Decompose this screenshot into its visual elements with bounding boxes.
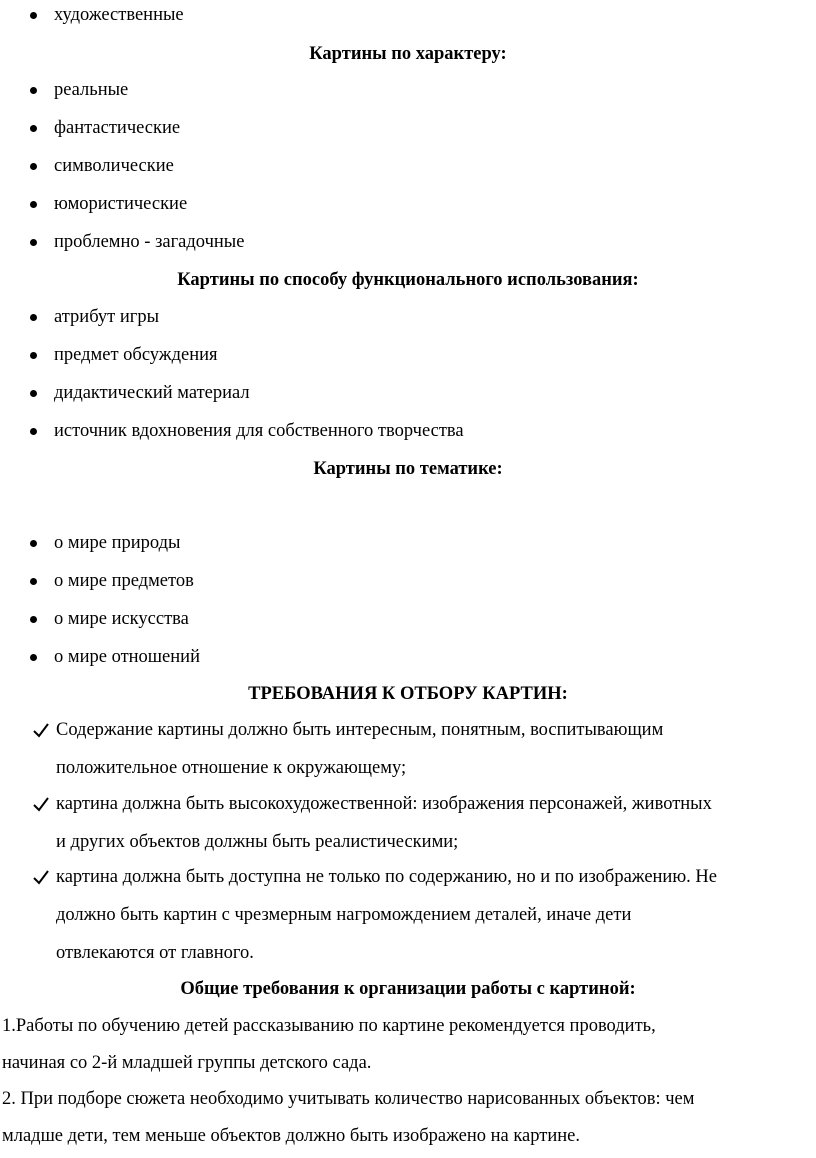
requirement-line: отвлекаются от главного. <box>56 943 254 963</box>
bullet-icon <box>30 616 37 623</box>
bullet-icon <box>30 239 37 246</box>
list-item-text: о мире искусства <box>54 609 189 629</box>
requirement-line: и других объектов должны быть реалистическими; <box>56 832 459 852</box>
requirement-line: Содержание картины должно быть интересным, понятным, воспитывающим <box>56 720 664 740</box>
bullet-icon <box>30 540 37 547</box>
bullet-icon <box>30 654 37 661</box>
list-item-text: о мире природы <box>54 533 181 553</box>
bullet-icon <box>30 390 37 397</box>
paragraph-line: 1.Работы по обучению детей рассказыванию по картине рекомендуется проводить, <box>2 1016 656 1036</box>
bullet-icon <box>30 314 37 321</box>
bullet-icon <box>30 578 37 585</box>
list-item-text: атрибут игры <box>54 307 160 327</box>
bullet-icon <box>30 352 37 359</box>
list-item-text: художественные <box>54 5 184 25</box>
checkmark-icon <box>32 721 50 739</box>
requirement-line: положительное отношение к окружающему; <box>56 758 407 778</box>
section-heading-theme: Картины по тематике: <box>313 459 503 479</box>
paragraph-line: 2. При подборе сюжета необходимо учитывать количество нарисованных объектов: чем <box>2 1089 695 1109</box>
list-item-text: источник вдохновения для собственного творчества <box>54 421 464 441</box>
list-item-text: проблемно - загадочные <box>54 232 245 252</box>
section-heading-character: Картины по характеру: <box>309 44 507 64</box>
bullet-icon <box>30 201 37 208</box>
requirement-line: картина должна быть высокохудожественной: изображения персонажей, животных <box>56 794 712 814</box>
list-item-text: реальные <box>54 80 129 100</box>
section-heading-general: Общие требования к организации работы с картиной: <box>180 979 636 999</box>
list-item-text: юмористические <box>54 194 188 214</box>
bullet-icon <box>30 163 37 170</box>
bullet-icon <box>30 87 37 94</box>
list-item-text: дидактический материал <box>54 383 250 403</box>
list-item-text: о мире предметов <box>54 571 194 591</box>
list-item-text: о мире отношений <box>54 647 200 667</box>
requirement-line: картина должна быть доступна не только по содержанию, но и по изображению. Не <box>56 867 717 887</box>
section-heading-requirements: ТРЕБОВАНИЯ К ОТБОРУ КАРТИН: <box>248 684 568 704</box>
paragraph-line: младше дети, тем меньше объектов должно быть изображено на картине. <box>2 1126 580 1146</box>
list-item-text: символические <box>54 156 174 176</box>
paragraph-line: начиная со 2-й младшей группы детского сада. <box>2 1053 372 1073</box>
list-item-text: фантастические <box>54 118 181 138</box>
bullet-icon <box>30 125 37 132</box>
bullet-icon <box>30 12 37 19</box>
bullet-icon <box>30 428 37 435</box>
checkmark-icon <box>32 868 50 886</box>
checkmark-icon <box>32 795 50 813</box>
section-heading-function: Картины по способу функционального использования: <box>177 270 639 290</box>
requirement-line: должно быть картин с чрезмерным нагромождением деталей, иначе дети <box>56 905 632 925</box>
list-item-text: предмет обсуждения <box>54 345 218 365</box>
